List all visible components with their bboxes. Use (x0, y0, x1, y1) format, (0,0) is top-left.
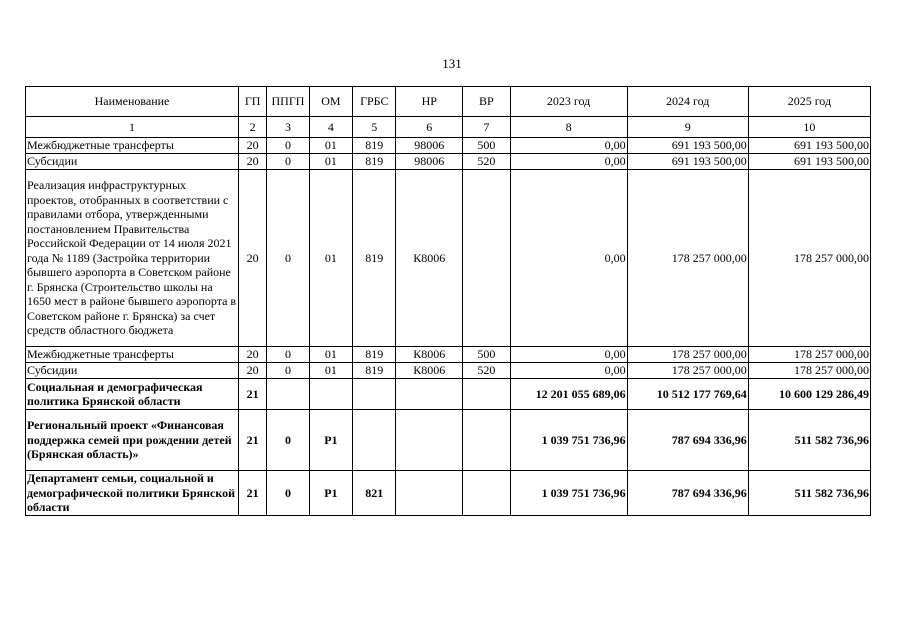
row-nr (396, 379, 463, 410)
table-row (26, 154, 871, 170)
table-row (26, 363, 871, 379)
row-ppgp: 0 (267, 170, 309, 347)
row-nr: К8006 (396, 363, 463, 379)
header-gp: ГП (239, 87, 267, 117)
row-grbs: 819 (353, 347, 396, 363)
row-gp: 20 (239, 154, 267, 170)
column-number: 10 (748, 117, 870, 138)
row-nr: 98006 (396, 138, 463, 154)
row-nr: К8006 (396, 170, 463, 347)
table-row (26, 471, 871, 516)
table-row (26, 347, 871, 363)
row-vr: 500 (463, 138, 510, 154)
row-2025: 691 193 500,00 (748, 138, 870, 154)
header-grbs: ГРБС (353, 87, 396, 117)
row-2023: 1 039 751 736,96 (510, 410, 627, 471)
row-2023: 0,00 (510, 170, 627, 347)
column-number: 3 (267, 117, 309, 138)
row-2025: 178 257 000,00 (748, 363, 870, 379)
row-gp: 20 (239, 363, 267, 379)
row-om: 01 (309, 154, 352, 170)
column-number-row (26, 117, 871, 138)
row-2023: 0,00 (510, 154, 627, 170)
row-grbs: 819 (353, 363, 396, 379)
row-nr (396, 471, 463, 516)
row-name: Реализация инфраструктурных проектов, отобранных в соответствии с правилами отбора, утвержденными постановлением Правительства Российской Федерации от 14 июля 2021 года № 1189 (Застройка территории бывшего аэропорта в Советском районе г. Брянска (Строительство школы на 1650 мест в районе бывшего аэропорта в Советском районе г. Брянска) за счет средств областного бюджета (26, 170, 239, 347)
row-grbs: 821 (353, 471, 396, 516)
row-gp: 21 (239, 471, 267, 516)
table-row (26, 170, 871, 347)
row-om: P1 (309, 410, 352, 471)
row-2025: 10 600 129 286,49 (748, 379, 870, 410)
row-vr: 520 (463, 154, 510, 170)
row-grbs: 819 (353, 170, 396, 347)
row-ppgp (267, 379, 309, 410)
column-number: 1 (26, 117, 239, 138)
row-2023: 12 201 055 689,06 (510, 379, 627, 410)
row-vr: 500 (463, 347, 510, 363)
row-ppgp: 0 (267, 138, 309, 154)
row-2024: 178 257 000,00 (627, 363, 748, 379)
row-om: 01 (309, 138, 352, 154)
header-row (26, 87, 871, 117)
row-name: Субсидии (26, 154, 239, 170)
row-grbs: 819 (353, 138, 396, 154)
row-2023: 0,00 (510, 347, 627, 363)
header-ppgp: ППГП (267, 87, 309, 117)
row-name: Социальная и демографическая политика Брянской области (26, 379, 239, 410)
header-om: ОМ (309, 87, 352, 117)
row-name: Межбюджетные трансферты (26, 138, 239, 154)
row-name: Субсидии (26, 363, 239, 379)
column-number: 8 (510, 117, 627, 138)
row-gp: 20 (239, 170, 267, 347)
row-grbs (353, 379, 396, 410)
row-2025: 178 257 000,00 (748, 347, 870, 363)
table-row (26, 379, 871, 410)
row-gp: 21 (239, 410, 267, 471)
row-grbs (353, 410, 396, 471)
row-2025: 511 582 736,96 (748, 471, 870, 516)
row-2024: 691 193 500,00 (627, 138, 748, 154)
row-2024: 787 694 336,96 (627, 410, 748, 471)
header-name: Наименование (26, 87, 239, 117)
row-2024: 178 257 000,00 (627, 347, 748, 363)
row-name: Межбюджетные трансферты (26, 347, 239, 363)
row-vr: 520 (463, 363, 510, 379)
row-2024: 10 512 177 769,64 (627, 379, 748, 410)
row-2024: 178 257 000,00 (627, 170, 748, 347)
table-row (26, 138, 871, 154)
column-number: 2 (239, 117, 267, 138)
row-ppgp: 0 (267, 471, 309, 516)
row-ppgp: 0 (267, 154, 309, 170)
column-number: 9 (627, 117, 748, 138)
header-2025: 2025 год (748, 87, 870, 117)
header-vr: ВР (463, 87, 510, 117)
row-2025: 178 257 000,00 (748, 170, 870, 347)
row-vr (463, 410, 510, 471)
row-2024: 691 193 500,00 (627, 154, 748, 170)
row-nr: 98006 (396, 154, 463, 170)
table-row (26, 410, 871, 471)
row-name: Департамент семьи, социальной и демографической политики Брянской области (26, 471, 239, 516)
page-number: 131 (442, 56, 462, 71)
header-2024: 2024 год (627, 87, 748, 117)
row-gp: 21 (239, 379, 267, 410)
row-2024: 787 694 336,96 (627, 471, 748, 516)
column-number: 6 (396, 117, 463, 138)
row-vr (463, 170, 510, 347)
row-vr (463, 379, 510, 410)
row-2023: 0,00 (510, 138, 627, 154)
row-om: 01 (309, 347, 352, 363)
row-nr (396, 410, 463, 471)
row-ppgp: 0 (267, 347, 309, 363)
row-2025: 691 193 500,00 (748, 154, 870, 170)
row-ppgp: 0 (267, 363, 309, 379)
budget-table (25, 86, 871, 516)
row-ppgp: 0 (267, 410, 309, 471)
header-2023: 2023 год (510, 87, 627, 117)
row-nr: К8006 (396, 347, 463, 363)
row-vr (463, 471, 510, 516)
row-grbs: 819 (353, 154, 396, 170)
column-number: 7 (463, 117, 510, 138)
row-om: 01 (309, 363, 352, 379)
row-om (309, 379, 352, 410)
column-number: 5 (353, 117, 396, 138)
row-gp: 20 (239, 138, 267, 154)
row-gp: 20 (239, 347, 267, 363)
row-2023: 1 039 751 736,96 (510, 471, 627, 516)
row-2023: 0,00 (510, 363, 627, 379)
row-name: Региональный проект «Финансовая поддержка семей при рождении детей (Брянская область)» (26, 410, 239, 471)
row-om: 01 (309, 170, 352, 347)
row-2025: 511 582 736,96 (748, 410, 870, 471)
column-number: 4 (309, 117, 352, 138)
header-nr: НР (396, 87, 463, 117)
row-om: P1 (309, 471, 352, 516)
